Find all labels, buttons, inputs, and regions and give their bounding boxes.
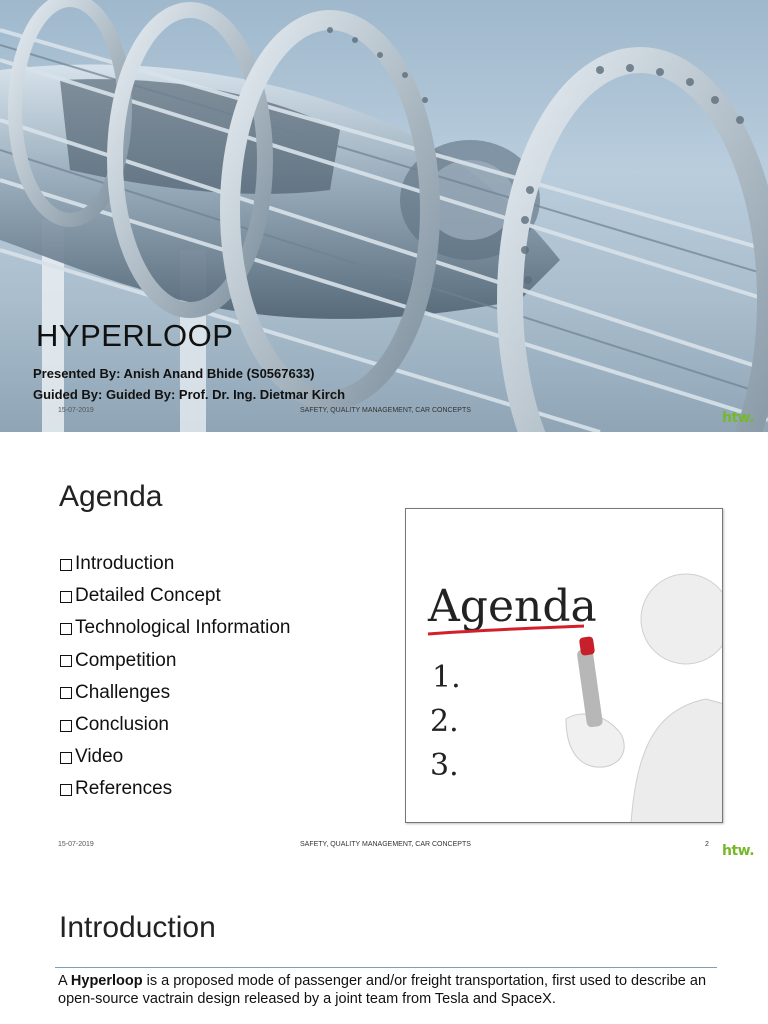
agenda-item: Detailed Concept: [60, 580, 290, 612]
htw-logo: htw.: [722, 410, 755, 426]
slide-title: Introduction: [59, 911, 216, 944]
introduction-slide: [0, 864, 768, 1024]
agenda-item: Introduction: [60, 548, 290, 580]
agenda-item: Competition: [60, 645, 290, 677]
checkbox-icon: [60, 687, 72, 699]
checkbox-icon: [60, 559, 72, 571]
htw-logo: htw.: [722, 843, 755, 859]
agenda-item: References: [60, 773, 290, 805]
checkbox-icon: [60, 784, 72, 796]
illustration-number: 3.: [430, 748, 459, 783]
checkbox-icon: [60, 623, 72, 635]
agenda-illustration: [405, 508, 723, 823]
slide-title: Agenda: [59, 480, 163, 513]
agenda-slide: [0, 432, 768, 864]
checkbox-icon: [60, 720, 72, 732]
title-divider: [55, 967, 717, 968]
illustration-heading: Agenda: [428, 581, 597, 632]
slide-footer: SAFETY, QUALITY MANAGEMENT, CAR CONCEPTS: [300, 407, 471, 414]
intro-paragraph: A Hyperloop is a proposed mode of passenger and/or freight transportation, first used to describe an open-source vactrain design released by a joint team from Tesla and SpaceX.: [58, 973, 707, 1007]
agenda-list: [60, 548, 290, 806]
hyperloop-term: Hyperloop: [70, 973, 143, 989]
agenda-item: Conclusion: [60, 709, 290, 741]
slide-date: 15-07-2019: [58, 407, 94, 414]
slide-page-number: 2: [705, 841, 709, 848]
checkbox-icon: [60, 591, 72, 603]
presentation-title: HYPERLOOP: [36, 318, 234, 353]
slide-date: 15-07-2019: [58, 841, 94, 848]
agenda-item: Challenges: [60, 677, 290, 709]
guide-line: Guided By: Guided By: Prof. Dr. Ing. Dietmar Kirch: [33, 387, 346, 402]
illustration-number: 1.: [432, 660, 461, 695]
illustration-number: 2.: [430, 704, 459, 739]
checkbox-icon: [60, 655, 72, 667]
agenda-item: Video: [60, 741, 290, 773]
title-slide: [0, 0, 768, 432]
agenda-item: Technological Information: [60, 612, 290, 644]
presenter-line: Presented By: Anish Anand Bhide (S0567633): [33, 366, 315, 381]
checkbox-icon: [60, 752, 72, 764]
slide-footer: SAFETY, QUALITY MANAGEMENT, CAR CONCEPTS: [300, 841, 471, 848]
